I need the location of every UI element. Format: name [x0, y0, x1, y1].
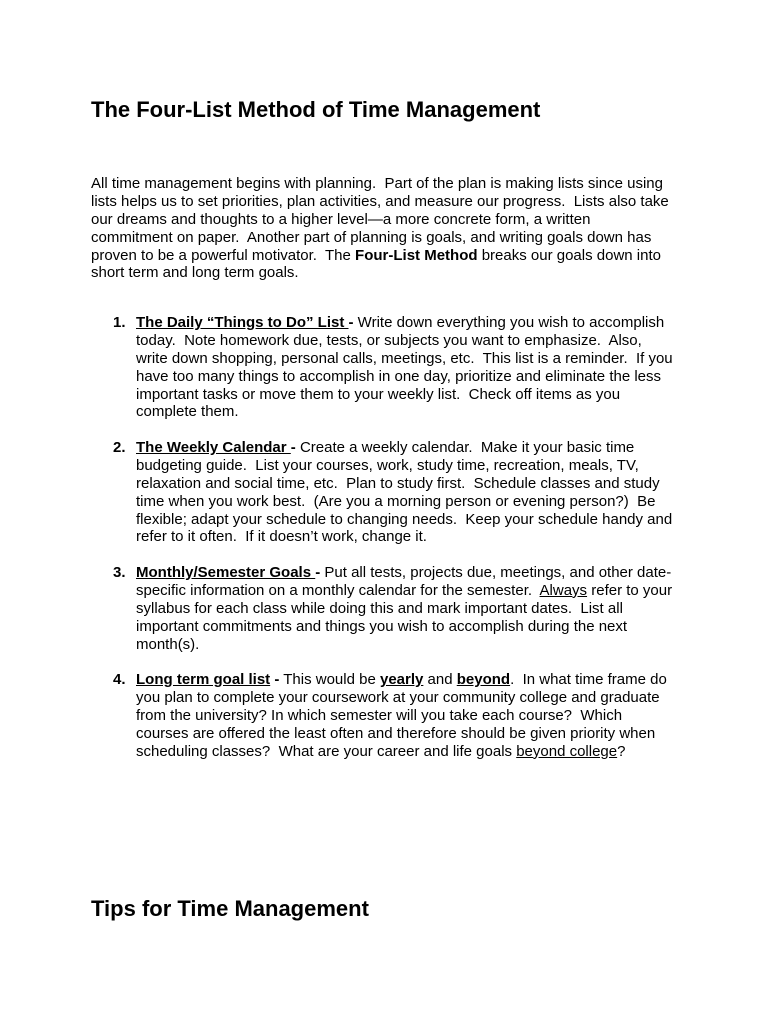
emphasized-text: Long term goal list [136, 671, 271, 688]
body-text: budgeting guide. List your courses, work, study time, recreation, meals, TV, [136, 456, 639, 474]
emphasized-text: The Weekly Calendar [136, 439, 291, 456]
page-title: The Four-List Method of Time Management [91, 97, 541, 122]
body-text: lists helps us to set priorities, plan activities, and measure our progress. Lists also take [91, 192, 669, 210]
emphasized-text: beyond [456, 671, 511, 688]
emphasized-text: beyond college [516, 742, 618, 760]
body-text: write down shopping, personal calls, meetings, etc. This list is a reminder. If you [136, 349, 673, 367]
text-line [136, 368, 673, 386]
body-text: relaxation and social time, etc. Plan to study first. Schedule classes and study [136, 474, 660, 492]
emphasized-text: Four-List Method [355, 246, 478, 264]
text-line [136, 600, 672, 618]
emphasized-text: - [270, 671, 280, 688]
list-item-text [136, 564, 672, 653]
body-text: you plan to complete your coursework at your community college and graduate [136, 688, 660, 706]
text-line [136, 475, 672, 493]
text-line [91, 264, 669, 282]
list-item-text [136, 439, 672, 546]
text-line [136, 350, 673, 368]
emphasized-text: - [315, 564, 321, 581]
body-text: our dreams and thoughts to a higher level—a more concrete form, a written [91, 210, 591, 228]
text-line [136, 707, 667, 725]
body-text: from the university? In which semester will you take each course? Which [136, 706, 623, 724]
text-line [136, 457, 672, 475]
text-line [136, 564, 672, 582]
body-text: commitment on paper. Another part of planning is goals, and writing goals down has [91, 228, 652, 246]
emphasized-text: The Daily “Things to Do” List [136, 314, 349, 331]
body-text: scheduling classes? What are your career and life goals [136, 742, 517, 760]
body-text: proven to be a powerful motivator. The [91, 246, 356, 264]
body-text: short term and long term goals. [91, 264, 299, 282]
intro-paragraph [91, 175, 669, 282]
text-line [136, 689, 667, 707]
list-number: 3. [113, 564, 126, 581]
emphasized-text: - [290, 439, 296, 456]
section-heading-tips: Tips for Time Management [91, 896, 369, 921]
text-line [136, 403, 673, 421]
text-line [136, 743, 667, 761]
body-text: refer to it often. If it doesn’t work, change it. [136, 528, 427, 546]
body-text: important commitments and things you wish to accomplish during the next [136, 617, 628, 635]
emphasized-text: - [348, 314, 354, 331]
text-line [136, 618, 672, 636]
body-text: This would be [279, 671, 380, 688]
emphasized-text: Monthly/Semester Goals [136, 564, 316, 581]
text-line [136, 314, 673, 332]
body-text: complete them. [136, 403, 239, 421]
list-number: 4. [113, 671, 126, 688]
text-line [136, 582, 672, 600]
list-number: 2. [113, 439, 126, 456]
text-line [91, 175, 669, 193]
text-line [91, 247, 669, 265]
text-line [136, 725, 667, 743]
text-line [91, 229, 669, 247]
body-text: specific information on a monthly calendar for the semester. [136, 581, 540, 599]
list-item-text [136, 314, 673, 421]
emphasized-text: yearly [379, 671, 424, 688]
text-line [136, 332, 673, 350]
body-text: important tasks or move them to your weekly list. Check off items as you [136, 385, 621, 403]
text-line [91, 193, 669, 211]
body-text: . In what time frame do [510, 671, 667, 688]
body-text: today. Note homework due, tests, or subjects you want to emphasize. Also, [136, 331, 642, 349]
list-number: 1. [113, 314, 126, 331]
body-text: breaks our goals down into [477, 246, 661, 264]
body-text: month(s). [136, 635, 200, 653]
body-text: and [423, 671, 457, 688]
text-line [136, 511, 672, 529]
body-text: Create a weekly calendar. Make it your basic time [295, 439, 635, 456]
body-text: Write down everything you wish to accomplish [353, 314, 665, 331]
emphasized-text: Always [539, 581, 588, 599]
body-text: courses are offered the least often and therefore should be given priority when [136, 724, 656, 742]
text-line [136, 671, 667, 689]
text-line [136, 636, 672, 654]
text-line [136, 386, 673, 404]
text-line [136, 528, 672, 546]
body-text: refer to your [587, 581, 673, 599]
body-text: ? [617, 742, 626, 760]
body-text: have too many things to accomplish in one day, prioritize and eliminate the less [136, 367, 662, 385]
body-text: flexible; adapt your schedule to changing needs. Keep your schedule handy and [136, 510, 673, 528]
body-text: syllabus for each class while doing this and mark important dates. List all [136, 599, 623, 617]
list-item-text [136, 671, 667, 760]
body-text: All time management begins with planning. Part of the plan is making lists since using [91, 175, 663, 192]
body-text: time when you work best. (Are you a morning person or evening person?) Be [136, 492, 656, 510]
text-line [136, 439, 672, 457]
text-line [91, 211, 669, 229]
text-line [136, 493, 672, 511]
body-text: Put all tests, projects due, meetings, and other date- [320, 564, 672, 581]
